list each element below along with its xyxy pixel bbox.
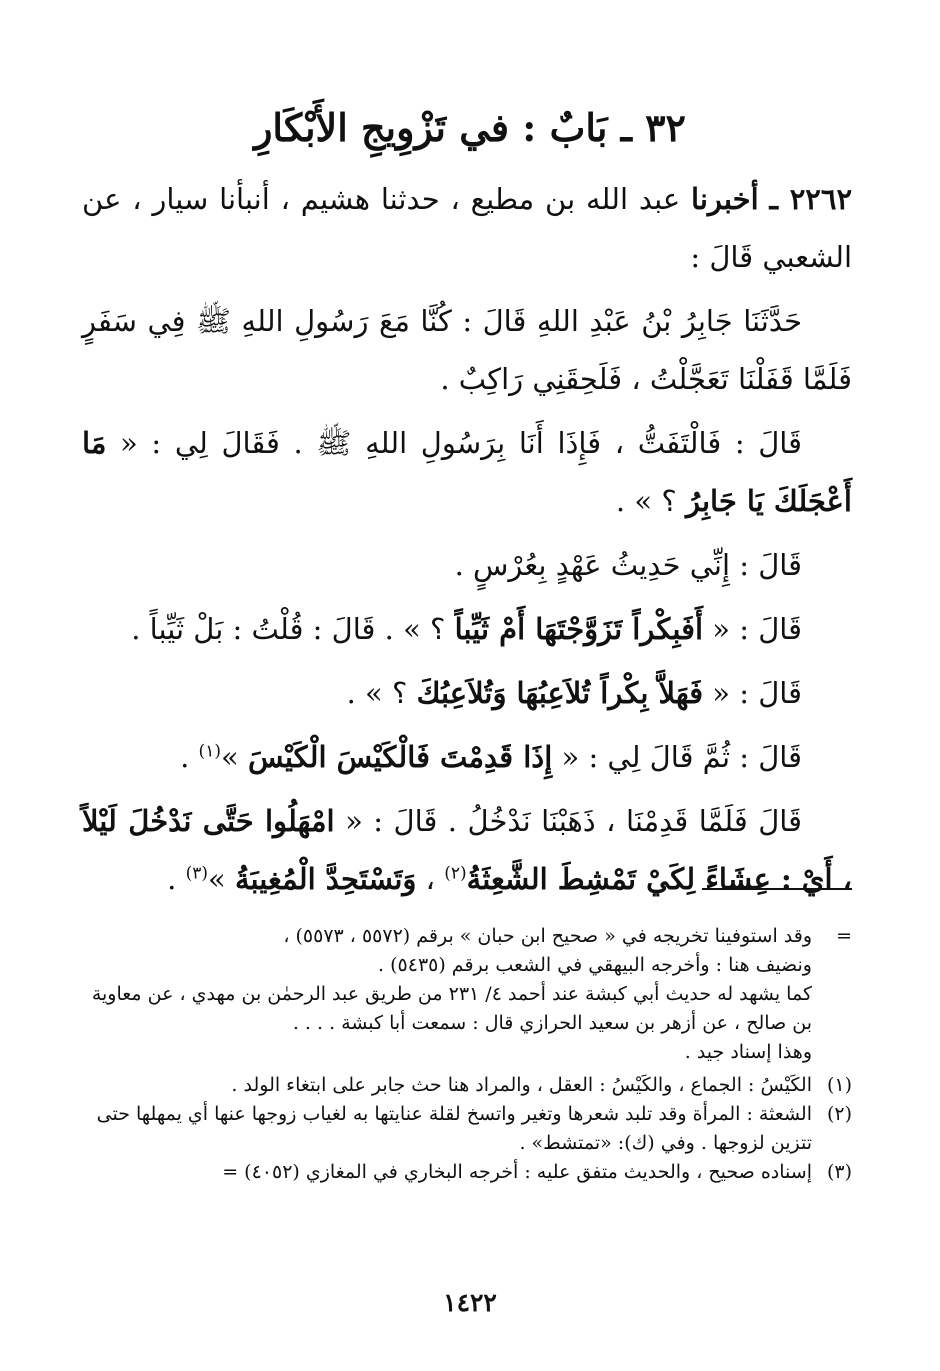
comma: ، <box>425 862 435 896</box>
paragraph-7-end: . <box>167 862 177 896</box>
footnote-continuation <box>82 922 852 951</box>
footnote-number: (٣) <box>826 1161 852 1183</box>
footnote-text: إسناده صحيح ، والحديث متفق عليه : أخرجه البخاري في المغازي (٤٠٥٢) = <box>222 1161 812 1183</box>
footnotes <box>82 922 852 1187</box>
continuation-mark: = <box>836 925 852 947</box>
paragraph-6-start: قَالَ : ثُمَّ قَالَ لِي : « <box>561 740 802 774</box>
paragraph-5-start: قَالَ : « <box>712 676 802 710</box>
paragraph-7-start: قَالَ فَلَمَّا قَدِمْنَا ، ذَهَبْنَا نَدْخُلُ . قَالَ : « <box>345 804 803 838</box>
footnote-ref-2[interactable]: (٢) <box>444 863 467 884</box>
prophet-speech: فَهَلاَّ بِكْراً تُلاَعِبُهَا وَتُلاَعِبُكَ <box>416 676 704 710</box>
hadith-paragraph-4 <box>82 600 852 658</box>
continuation-line: وقد استوفينا تخريجه في « صحيح ابن حبان » برقم (٥٥٧٢ ، ٥٥٧٣) ، <box>283 925 812 947</box>
footnote-separator <box>702 888 852 890</box>
hadith-isnad <box>82 170 852 286</box>
footnote-text: الشعثة : المرأة وقد تلبد شعرها وتغير واتسخ لقلة عنايتها به لغياب زوجها عنها أي يمهلها حتى تتزين لزوجها . وفي (ك): «تمتشط» . <box>96 1103 812 1154</box>
paragraph-5-end: ؟ » . <box>346 676 408 710</box>
footnote-continuation: كما يشهد له حديث أبي كبشة عند أحمد ٤/ ٢٣١ من طريق عبد الرحمٰن بن مهدي ، عن معاوية بن صالح ، عن أزهر بن سعيد الحرازي قال : سمعت أبا كبشة . . . . <box>91 983 812 1034</box>
prophet-speech-2: وَتَسْتَحِدَّ الْمُغِيبَةُ <box>234 862 417 896</box>
prophet-speech: إِذَا قَدِمْتَ فَالْكَيْسَ الْكَيْسَ <box>247 740 553 774</box>
footnote-2 <box>82 1100 852 1158</box>
quote-close: » <box>208 862 226 896</box>
footnote-continuation: وهذا إسناد جيد . <box>684 1041 812 1063</box>
hadith-paragraph-1: حَدَّثَنَا جَابِرُ بْنُ عَبْدِ اللهِ قَالَ : كُنَّا مَعَ رَسُولِ اللهِ ﷺ فِي سَفَرٍ فَلَمَّا قَفَلْنَا تَعَجَّلْتُ ، فَلَحِقَنِي رَاكِبٌ . <box>82 304 852 396</box>
footnote-3 <box>82 1158 852 1187</box>
footnote-1 <box>82 1071 852 1100</box>
footnote-number: (١) <box>826 1074 852 1096</box>
hadith-paragraph-5 <box>82 664 852 722</box>
hadith-paragraph-6 <box>82 728 852 786</box>
footnote-continuation: ونضيف هنا : وأخرجه البيهقي في الشعب برقم (٥٤٣٥) . <box>378 954 812 976</box>
footnote-number: (٢) <box>826 1103 852 1125</box>
isnad-chain: عبد الله بن مطيع ، حدثنا هشيم ، أنبأنا سيار ، عن الشعبي قَالَ : <box>82 182 852 274</box>
footnote-ref-1[interactable]: (١) <box>198 741 221 762</box>
footnote-text: الكَيْسُ : الجماع ، والكَيْسُ : العقل ، والمراد هنا حث جابر على ابتغاء الولد . <box>231 1074 812 1096</box>
hadith-paragraph-2 <box>82 414 852 530</box>
isnad-opening: أخبرنا <box>691 182 759 216</box>
quote-close: » <box>220 740 239 774</box>
paragraph-4-start: قَالَ : « <box>712 612 802 646</box>
page-number: ١٤٢٢ <box>443 1288 497 1317</box>
paragraph-6-end: . <box>180 740 190 774</box>
paragraph-4-end: ؟ » . قَالَ : قُلْتُ : بَلْ ثَيِّباً . <box>131 612 446 646</box>
paragraph-2-text: قَالَ : فَالْتَفَتُّ ، فَإِذَا أَنَا بِرَسُولِ اللهِ ﷺ . فَقَالَ لِي : « <box>120 426 803 460</box>
footnote-ref-3[interactable]: (٣) <box>185 863 208 884</box>
prophet-speech: امْهَلُوا حَتَّى نَدْخُلَ لَيْلاً ، أَيْ : عِشَاءً لِكَيْ تَمْشِطَ الشَّعِثَةُ <box>82 804 852 896</box>
hadith-number: ٢٢٦٢ ـ <box>769 182 853 216</box>
paragraph-2-end: ؟ » . <box>615 484 677 518</box>
chapter-title: ٣٢ ـ بَابٌ : في تَزْوِيجِ الأَبْكَارِ <box>254 105 686 150</box>
hadith-paragraph-7 <box>82 792 852 908</box>
prophet-speech: مَا أَعْجَلَكَ يَا جَابِرُ <box>82 426 852 518</box>
hadith-text <box>82 170 852 908</box>
prophet-speech: أَفَبِكْراً تَزَوَّجْتَهَا أَمْ ثَيِّباً <box>454 612 704 646</box>
hadith-paragraph-3: قَالَ : إِنِّي حَدِيثُ عَهْدٍ بِعُرْسٍ . <box>454 548 802 582</box>
